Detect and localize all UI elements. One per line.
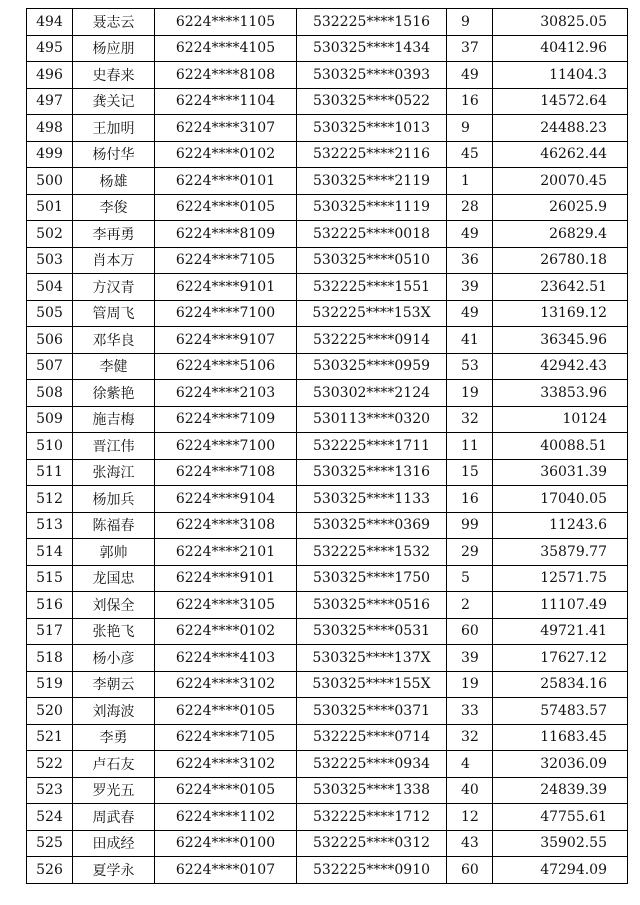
name-cell: 李朝云 [73,671,155,698]
name-cell: 李勇 [73,724,155,751]
card-number-cell: 6224****0105 [155,698,297,725]
amount-cell: 11404.3 [493,62,628,89]
card-number-cell: 6224****5106 [155,353,297,380]
table-row [27,141,628,168]
count-cell: 32 [447,724,493,751]
id-number-cell: 530325****155X [297,671,447,698]
amount-cell: 36345.96 [493,327,628,354]
card-number-cell: 6224****7100 [155,433,297,460]
table-row [27,512,628,539]
table-row [27,221,628,248]
name-cell: 徐紫艳 [73,380,155,407]
amount-cell: 12571.75 [493,565,628,592]
amount-cell: 14572.64 [493,88,628,115]
card-number-cell: 6224****3102 [155,751,297,778]
name-cell: 史春来 [73,62,155,89]
row-number-cell: 499 [27,141,73,168]
name-cell: 罗光五 [73,777,155,804]
amount-cell: 33853.96 [493,380,628,407]
row-number-cell: 494 [27,9,73,36]
row-number-cell: 507 [27,353,73,380]
id-number-cell: 530325****0959 [297,353,447,380]
row-number-cell: 504 [27,274,73,301]
id-number-cell: 532225****2116 [297,141,447,168]
count-cell: 9 [447,115,493,142]
id-number-cell: 530325****0393 [297,62,447,89]
id-number-cell: 530325****1316 [297,459,447,486]
card-number-cell: 6224****4103 [155,645,297,672]
table-row [27,274,628,301]
data-table [26,8,628,884]
id-number-cell: 530325****0369 [297,512,447,539]
table-row [27,671,628,698]
name-cell: 张海江 [73,459,155,486]
row-number-cell: 512 [27,486,73,513]
name-cell: 李再勇 [73,221,155,248]
amount-cell: 23642.51 [493,274,628,301]
name-cell: 周武春 [73,804,155,831]
amount-cell: 26780.18 [493,247,628,274]
amount-cell: 11683.45 [493,724,628,751]
card-number-cell: 6224****0105 [155,194,297,221]
amount-cell: 42942.43 [493,353,628,380]
count-cell: 99 [447,512,493,539]
count-cell: 16 [447,88,493,115]
count-cell: 53 [447,353,493,380]
table-row [27,35,628,62]
id-number-cell: 532225****0018 [297,221,447,248]
amount-cell: 25834.16 [493,671,628,698]
table-row [27,88,628,115]
count-cell: 39 [447,274,493,301]
card-number-cell: 6224****7105 [155,247,297,274]
count-cell: 49 [447,62,493,89]
amount-cell: 36031.39 [493,459,628,486]
name-cell: 龙国忠 [73,565,155,592]
id-number-cell: 532225****0914 [297,327,447,354]
table-row [27,751,628,778]
name-cell: 陈福春 [73,512,155,539]
table-row [27,353,628,380]
name-cell: 晋江伟 [73,433,155,460]
card-number-cell: 6224****8109 [155,221,297,248]
row-number-cell: 500 [27,168,73,195]
amount-cell: 46262.44 [493,141,628,168]
amount-cell: 13169.12 [493,300,628,327]
amount-cell: 24839.39 [493,777,628,804]
id-number-cell: 532225****1532 [297,539,447,566]
card-number-cell: 6224****9107 [155,327,297,354]
amount-cell: 40088.51 [493,433,628,460]
table-row [27,857,628,884]
name-cell: 聂志云 [73,9,155,36]
count-cell: 45 [447,141,493,168]
id-number-cell: 530325****0510 [297,247,447,274]
name-cell: 龚关记 [73,88,155,115]
row-number-cell: 503 [27,247,73,274]
amount-cell: 40412.96 [493,35,628,62]
amount-cell: 20070.45 [493,168,628,195]
card-number-cell: 6224****7109 [155,406,297,433]
card-number-cell: 6224****1104 [155,88,297,115]
card-number-cell: 6224****3107 [155,115,297,142]
card-number-cell: 6224****1102 [155,804,297,831]
card-number-cell: 6224****8108 [155,62,297,89]
table-row [27,777,628,804]
row-number-cell: 521 [27,724,73,751]
row-number-cell: 524 [27,804,73,831]
id-number-cell: 530325****0531 [297,618,447,645]
name-cell: 王加明 [73,115,155,142]
id-number-cell: 530325****1338 [297,777,447,804]
id-number-cell: 530113****0320 [297,406,447,433]
name-cell: 刘海波 [73,698,155,725]
card-number-cell: 6224****3102 [155,671,297,698]
id-number-cell: 530325****0516 [297,592,447,619]
card-number-cell: 6224****9101 [155,274,297,301]
row-number-cell: 502 [27,221,73,248]
count-cell: 15 [447,459,493,486]
count-cell: 29 [447,539,493,566]
table-row [27,830,628,857]
count-cell: 60 [447,618,493,645]
card-number-cell: 6224****3105 [155,592,297,619]
row-number-cell: 511 [27,459,73,486]
id-number-cell: 530325****1750 [297,565,447,592]
count-cell: 60 [447,857,493,884]
amount-cell: 11107.49 [493,592,628,619]
table-row [27,459,628,486]
id-number-cell: 530325****1133 [297,486,447,513]
table-row [27,194,628,221]
card-number-cell: 6224****0101 [155,168,297,195]
row-number-cell: 522 [27,751,73,778]
count-cell: 40 [447,777,493,804]
name-cell: 杨付华 [73,141,155,168]
count-cell: 5 [447,565,493,592]
row-number-cell: 501 [27,194,73,221]
amount-cell: 17627.12 [493,645,628,672]
row-number-cell: 508 [27,380,73,407]
row-number-cell: 515 [27,565,73,592]
card-number-cell: 6224****0100 [155,830,297,857]
name-cell: 夏学永 [73,857,155,884]
table-row [27,62,628,89]
count-cell: 49 [447,300,493,327]
amount-cell: 32036.09 [493,751,628,778]
row-number-cell: 513 [27,512,73,539]
count-cell: 32 [447,406,493,433]
id-number-cell: 530325****1434 [297,35,447,62]
row-number-cell: 496 [27,62,73,89]
id-number-cell: 532225****1551 [297,274,447,301]
count-cell: 41 [447,327,493,354]
amount-cell: 17040.05 [493,486,628,513]
name-cell: 杨加兵 [73,486,155,513]
count-cell: 12 [447,804,493,831]
name-cell: 杨应朋 [73,35,155,62]
table-row [27,168,628,195]
count-cell: 19 [447,671,493,698]
id-number-cell: 530325****0371 [297,698,447,725]
row-number-cell: 510 [27,433,73,460]
id-number-cell: 532225****1516 [297,9,447,36]
name-cell: 李健 [73,353,155,380]
table-row [27,565,628,592]
table-body [27,9,628,884]
row-number-cell: 509 [27,406,73,433]
data-table-container [26,8,628,884]
row-number-cell: 523 [27,777,73,804]
id-number-cell: 532225****0312 [297,830,447,857]
id-number-cell: 530325****0522 [297,88,447,115]
table-row [27,9,628,36]
row-number-cell: 518 [27,645,73,672]
count-cell: 37 [447,35,493,62]
card-number-cell: 6224****0105 [155,777,297,804]
card-number-cell: 6224****7108 [155,459,297,486]
amount-cell: 30825.05 [493,9,628,36]
card-number-cell: 6224****7100 [155,300,297,327]
count-cell: 36 [447,247,493,274]
name-cell: 郭帅 [73,539,155,566]
table-row [27,645,628,672]
id-number-cell: 532225****1711 [297,433,447,460]
count-cell: 2 [447,592,493,619]
card-number-cell: 6224****0102 [155,618,297,645]
table-row [27,115,628,142]
card-number-cell: 6224****0102 [155,141,297,168]
row-number-cell: 526 [27,857,73,884]
table-row [27,724,628,751]
card-number-cell: 6224****3108 [155,512,297,539]
count-cell: 1 [447,168,493,195]
name-cell: 肖本万 [73,247,155,274]
name-cell: 邓华良 [73,327,155,354]
id-number-cell: 530325****1013 [297,115,447,142]
id-number-cell: 532225****153X [297,300,447,327]
amount-cell: 49721.41 [493,618,628,645]
count-cell: 49 [447,221,493,248]
table-row [27,247,628,274]
id-number-cell: 532225****1712 [297,804,447,831]
row-number-cell: 520 [27,698,73,725]
row-number-cell: 497 [27,88,73,115]
amount-cell: 47755.61 [493,804,628,831]
count-cell: 33 [447,698,493,725]
id-number-cell: 530302****2124 [297,380,447,407]
count-cell: 43 [447,830,493,857]
card-number-cell: 6224****0107 [155,857,297,884]
name-cell: 刘保全 [73,592,155,619]
table-row [27,539,628,566]
name-cell: 卢石友 [73,751,155,778]
count-cell: 11 [447,433,493,460]
name-cell: 张艳飞 [73,618,155,645]
amount-cell: 35902.55 [493,830,628,857]
row-number-cell: 505 [27,300,73,327]
amount-cell: 57483.57 [493,698,628,725]
row-number-cell: 506 [27,327,73,354]
row-number-cell: 498 [27,115,73,142]
table-row [27,433,628,460]
count-cell: 9 [447,9,493,36]
count-cell: 39 [447,645,493,672]
amount-cell: 11243.6 [493,512,628,539]
amount-cell: 47294.09 [493,857,628,884]
card-number-cell: 6224****9101 [155,565,297,592]
card-number-cell: 6224****2101 [155,539,297,566]
table-row [27,804,628,831]
table-row [27,327,628,354]
amount-cell: 26829.4 [493,221,628,248]
count-cell: 19 [447,380,493,407]
amount-cell: 24488.23 [493,115,628,142]
name-cell: 田成经 [73,830,155,857]
name-cell: 杨雄 [73,168,155,195]
card-number-cell: 6224****9104 [155,486,297,513]
id-number-cell: 532225****0714 [297,724,447,751]
id-number-cell: 530325****137X [297,645,447,672]
table-row [27,380,628,407]
amount-cell: 35879.77 [493,539,628,566]
count-cell: 28 [447,194,493,221]
table-row [27,486,628,513]
amount-cell: 26025.9 [493,194,628,221]
card-number-cell: 6224****7105 [155,724,297,751]
table-row [27,698,628,725]
row-number-cell: 519 [27,671,73,698]
count-cell: 16 [447,486,493,513]
row-number-cell: 517 [27,618,73,645]
row-number-cell: 516 [27,592,73,619]
name-cell: 李俊 [73,194,155,221]
table-row [27,592,628,619]
card-number-cell: 6224****1105 [155,9,297,36]
table-row [27,300,628,327]
id-number-cell: 530325****2119 [297,168,447,195]
name-cell: 管周飞 [73,300,155,327]
id-number-cell: 530325****1119 [297,194,447,221]
name-cell: 方汉青 [73,274,155,301]
amount-cell: 10124 [493,406,628,433]
table-row [27,406,628,433]
id-number-cell: 532225****0934 [297,751,447,778]
name-cell: 施吉梅 [73,406,155,433]
name-cell: 杨小彦 [73,645,155,672]
card-number-cell: 6224****4105 [155,35,297,62]
card-number-cell: 6224****2103 [155,380,297,407]
table-row [27,618,628,645]
row-number-cell: 495 [27,35,73,62]
row-number-cell: 514 [27,539,73,566]
count-cell: 4 [447,751,493,778]
id-number-cell: 532225****0910 [297,857,447,884]
row-number-cell: 525 [27,830,73,857]
